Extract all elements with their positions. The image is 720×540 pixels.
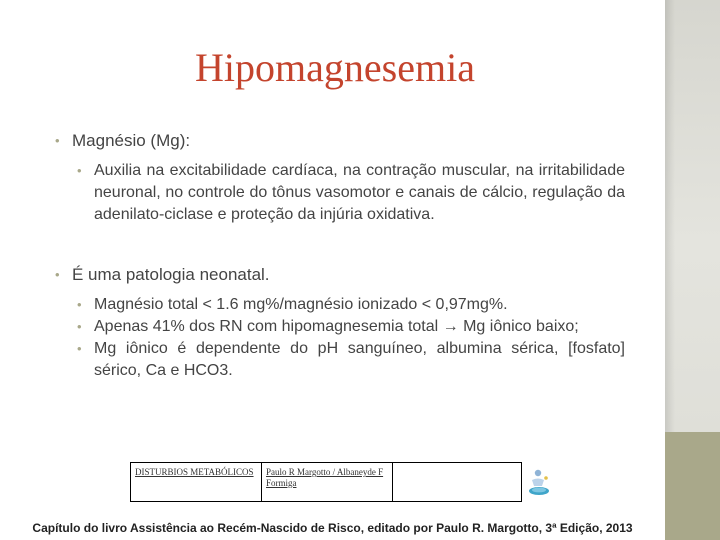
reference-cell-chapter[interactable]: DISTURBIOS METABÓLICOS [131,463,262,501]
bullet-patologia [55,264,625,286]
bullet-dot: • [77,341,82,356]
sub-bullet-text: Mg iônico é dependente do pH sanguíneo, albumina sérica, [fosfato] sérico, Ca e HCO3. [94,340,625,379]
reference-cell-authors[interactable]: Paulo R Margotto / Albaneyde F Formiga [262,463,393,501]
sub-bullet-mg-ionico [77,338,625,382]
decorative-side-band [665,0,720,540]
bullet-dot: • [77,319,82,334]
bullet-dot: • [55,133,60,148]
side-band-accent [665,432,720,540]
reference-cell-empty [393,463,521,501]
bullet-magnesio [55,130,625,152]
sub-bullet-text-continued: Mg iônico baixo; [463,318,579,335]
bullet-dot: • [77,163,82,178]
slide-content [55,130,625,382]
sub-bullet-magnesio-total [77,294,625,316]
arrow-icon: → [442,318,459,335]
bullet-text: Magnésio (Mg): [72,131,191,150]
source-caption: Capítulo do livro Assistência ao Recém-Nascido de Risco, editado por Paulo R. Margotto, 3ª Edição, 2013 [32,521,633,535]
bullet-dot: • [55,267,60,282]
bullet-text: É uma patologia neonatal. [72,265,270,284]
wheelchair-icon [526,468,552,498]
bullet-dot: • [77,297,82,312]
sub-bullet-text: Auxilia na excitabilidade cardíaca, na contração muscular, na irritabilidade neuronal, no controle do tônus vasomotor e canais de cálcio, regulação da adenilato-ciclase e proteção da injúria oxidativa. [94,162,625,223]
sub-bullet-text: Magnésio total < 1.6 mg%/magnésio ionizado < 0,97mg%. [94,296,508,313]
sub-bullet-apenas-41 [77,316,625,338]
sub-bullet-text: Apenas 41% dos RN com hipomagnesemia total [94,318,439,335]
reference-table [130,462,522,502]
sub-bullet-funcoes [77,160,625,226]
slide-title: Hipomagnesemia [195,45,475,90]
